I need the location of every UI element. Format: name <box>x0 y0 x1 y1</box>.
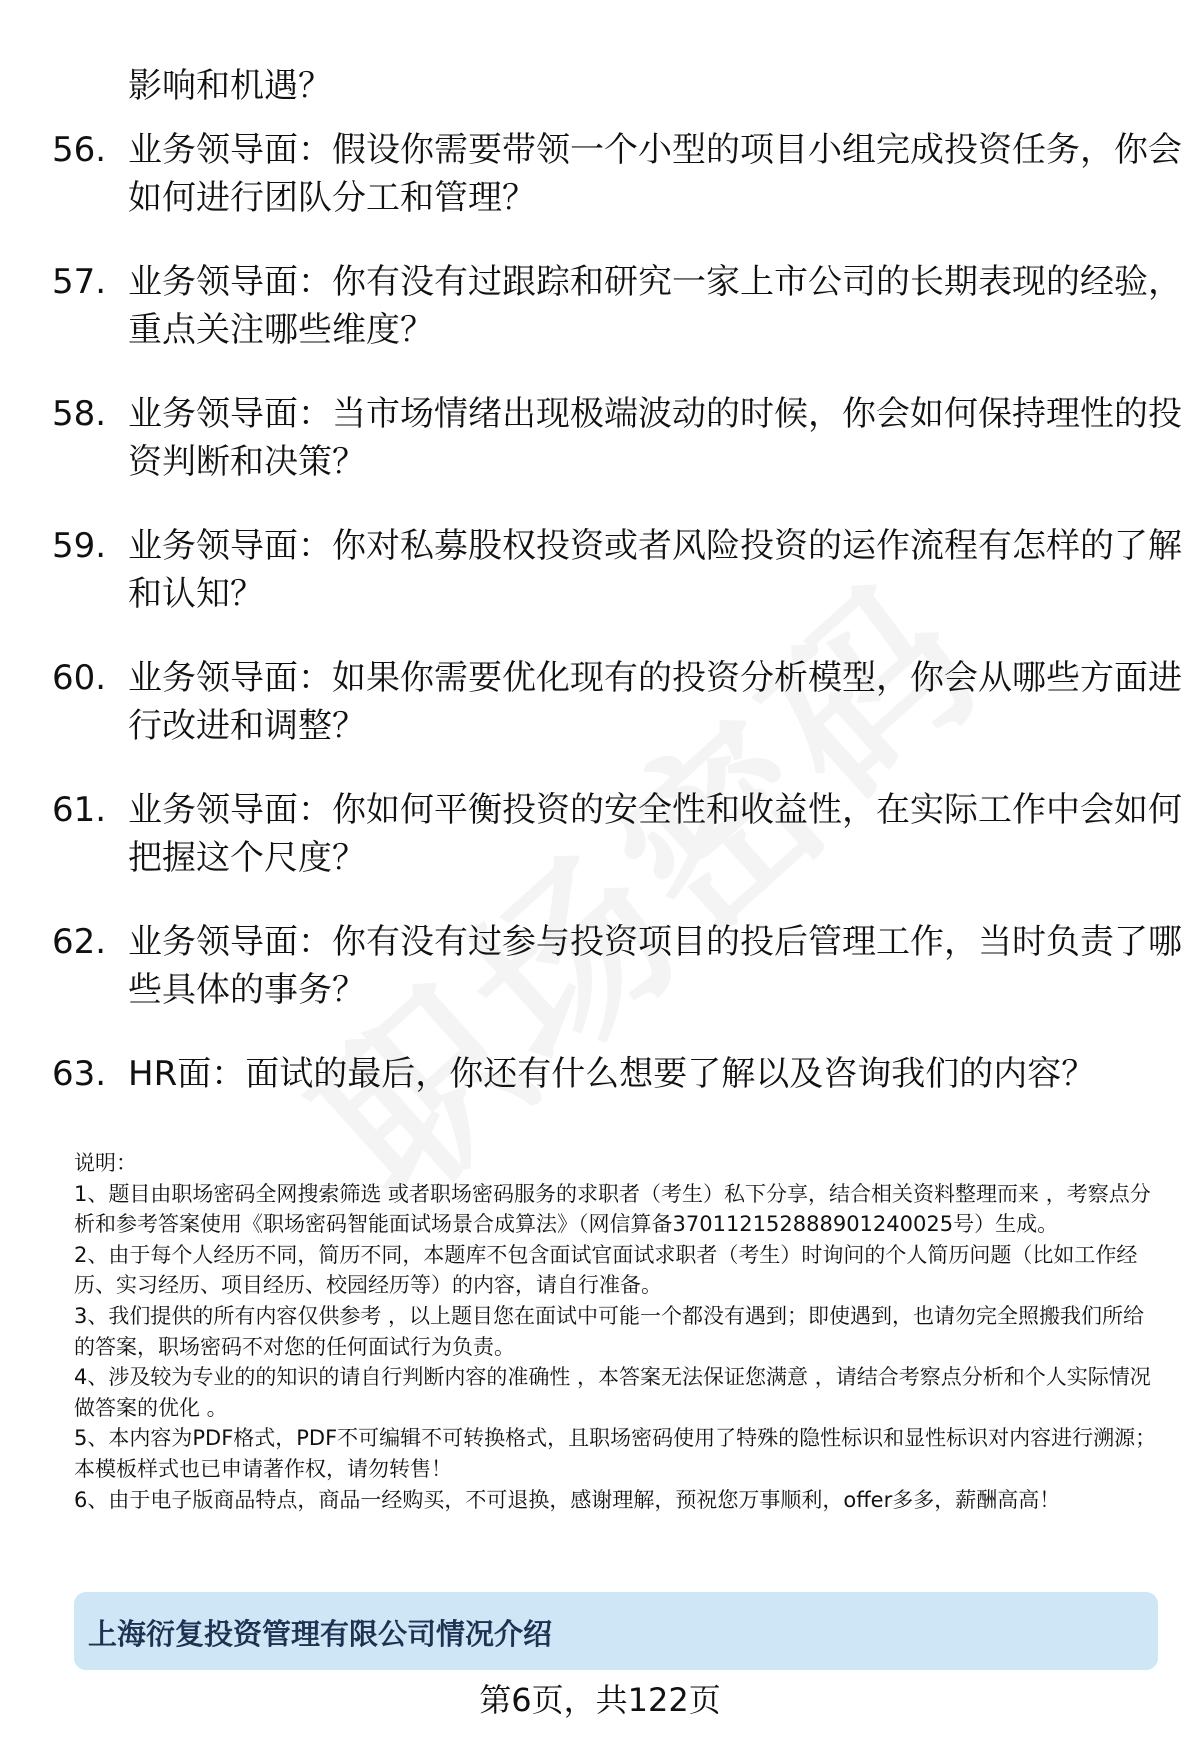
question-item <box>52 654 1182 750</box>
notes-heading: 说明： <box>74 1151 137 1175</box>
question-item <box>52 786 1182 882</box>
section-banner <box>74 1592 1158 1670</box>
note-item: 6、由于电子版商品特点，商品一经购买，不可退换，感谢理解，预祝您万事顺利，offer多多，薪酬高高！ <box>74 1487 1061 1512</box>
question-number: 56. <box>52 130 107 170</box>
notes-section <box>74 1148 1160 1515</box>
question-text: 业务领导面：你对私募股权投资或者风险投资的运作流程有怎样的了解和认知？ <box>128 526 1182 614</box>
question-item <box>52 522 1182 618</box>
note-item: 4、涉及较为专业的的知识的请自行判断内容的准确性 ，本答案无法保证您满意 ，请结合考察点分析和个人实际情况做答案的优化 。 <box>74 1365 1151 1420</box>
question-item <box>52 918 1182 1014</box>
question-number: 57. <box>52 262 107 302</box>
section-banner-title: 上海衍复投资管理有限公司情况介绍 <box>88 1617 553 1651</box>
note-item: 1、题目由职场密码全网搜索筛选 或者职场密码服务的求职者（考生）私下分享，结合相关资料整理而来 ，考察点分析和参考答案使用《职场密码智能面试场景合成算法》（网信算备370112152888901240025号）生成。 <box>74 1181 1151 1237</box>
question-text: 业务领导面：如果你需要优化现有的投资分析模型，你会从哪些方面进行改进和调整？ <box>128 658 1182 746</box>
question-number: 58. <box>52 394 107 434</box>
question-text: 业务领导面：当市场情绪出现极端波动的时候，你会如何保持理性的投资判断和决策？ <box>128 394 1182 482</box>
question-item <box>52 258 1182 354</box>
question-item <box>52 1050 1152 1098</box>
question-number: 61. <box>52 790 107 830</box>
note-item: 3、我们提供的所有内容仅供参考 ，以上题目您在面试中可能一个都没有遇到；即使遇到，也请勿完全照搬我们所给的答案，职场密码不对您的任何面试行为负责。 <box>74 1303 1145 1359</box>
question-text: 业务领导面：你有没有过跟踪和研究一家上市公司的长期表现的经验，重点关注哪些维度？ <box>128 262 1182 350</box>
question-number: 59. <box>52 526 107 566</box>
note-item: 5、本内容为PDF格式，PDF不可编辑不可转换格式，且职场密码使用了特殊的隐性标识和显性标识对内容进行溯源；本模板样式也已申请著作权，请勿转售！ <box>74 1426 1157 1481</box>
question-item <box>52 126 1182 222</box>
question-text: 业务领导面：你有没有过参与投资项目的投后管理工作，当时负责了哪些具体的事务？ <box>128 922 1182 1010</box>
question-text: 业务领导面：假设你需要带领一个小型的项目小组完成投资任务，你会如何进行团队分工和管理？ <box>128 130 1182 218</box>
question-item <box>52 390 1182 486</box>
question-text: 业务领导面：你如何平衡投资的安全性和收益性，在实际工作中会如何把握这个尺度？ <box>128 790 1182 878</box>
note-item: 2、由于每个人经历不同，简历不同，本题库不包含面试官面试求职者（考生）时询问的个人简历问题（比如工作经历、实习经历、项目经历、校园经历等）的内容，请自行准备。 <box>74 1242 1138 1298</box>
question-number: 62. <box>52 922 107 962</box>
question-continuation: 影响和机遇？ <box>128 66 332 106</box>
question-number: 63. <box>52 1054 107 1094</box>
question-text: HR面：面试的最后，你还有什么想要了解以及咨询我们的内容？ <box>128 1054 1096 1094</box>
page-number: 第6页，共122页 <box>479 1681 721 1719</box>
question-number: 60. <box>52 658 107 698</box>
